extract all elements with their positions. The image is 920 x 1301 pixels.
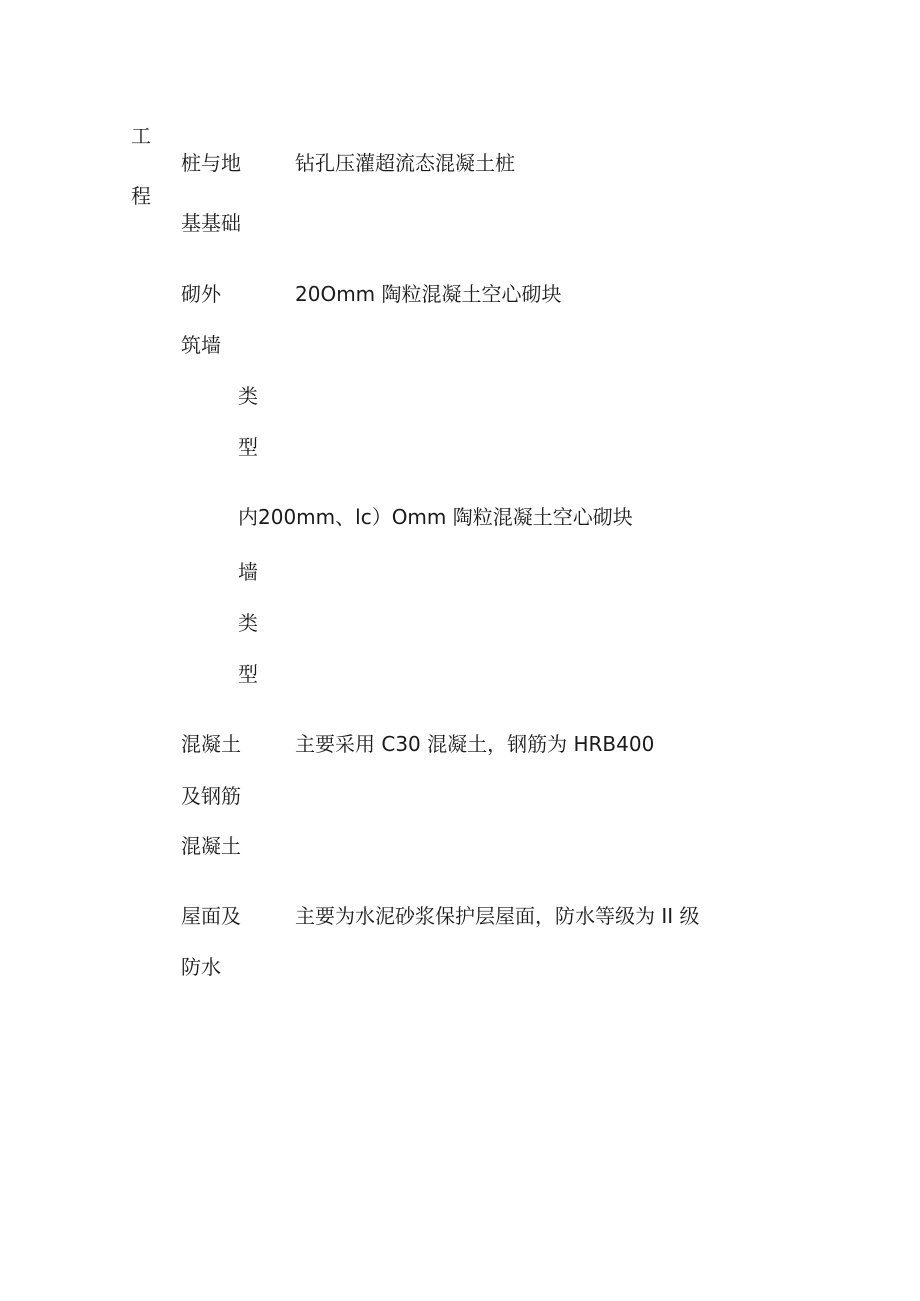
project-label-char-2: 程 <box>131 184 151 208</box>
outer-wall-type-line-2: 型 <box>238 435 258 459</box>
pile-foundation-value: 钻孔压灌超流态混凝土桩 <box>295 151 515 175</box>
inner-wall-prefix: 内 <box>238 505 258 529</box>
inner-wall-value-line <box>238 505 633 529</box>
masonry-label-line-1: 砌外 <box>181 282 221 306</box>
pile-foundation-label-line-2: 基基础 <box>181 211 241 235</box>
project-label-char-1: 工 <box>131 124 151 148</box>
concrete-value: 主要采用 C30 混凝土，钢筋为 HRB400 <box>295 732 655 756</box>
masonry-label-line-2: 筑墙 <box>181 333 221 357</box>
concrete-label-line-1: 混凝土 <box>181 732 241 756</box>
concrete-label-line-2: 及钢筋 <box>181 784 241 808</box>
concrete-label-line-3: 混凝土 <box>181 834 241 858</box>
inner-wall-label-line-2: 墙 <box>238 560 258 584</box>
outer-wall-type-line-1: 类 <box>238 384 258 408</box>
inner-wall-label-line-4: 型 <box>238 662 258 686</box>
outer-wall-value: 20Omm 陶粒混凝土空心砌块 <box>295 282 562 306</box>
pile-foundation-label-line-1: 桩与地 <box>181 151 241 175</box>
inner-wall-label-line-3: 类 <box>238 611 258 635</box>
roof-label-line-2: 防水 <box>181 955 221 979</box>
roof-label-line-1: 屋面及 <box>181 904 241 928</box>
roof-value: 主要为水泥砂浆保护层屋面，防水等级为 II 级 <box>295 904 700 928</box>
inner-wall-value: 200mm、lc）Omm 陶粒混凝土空心砌块 <box>258 505 633 529</box>
